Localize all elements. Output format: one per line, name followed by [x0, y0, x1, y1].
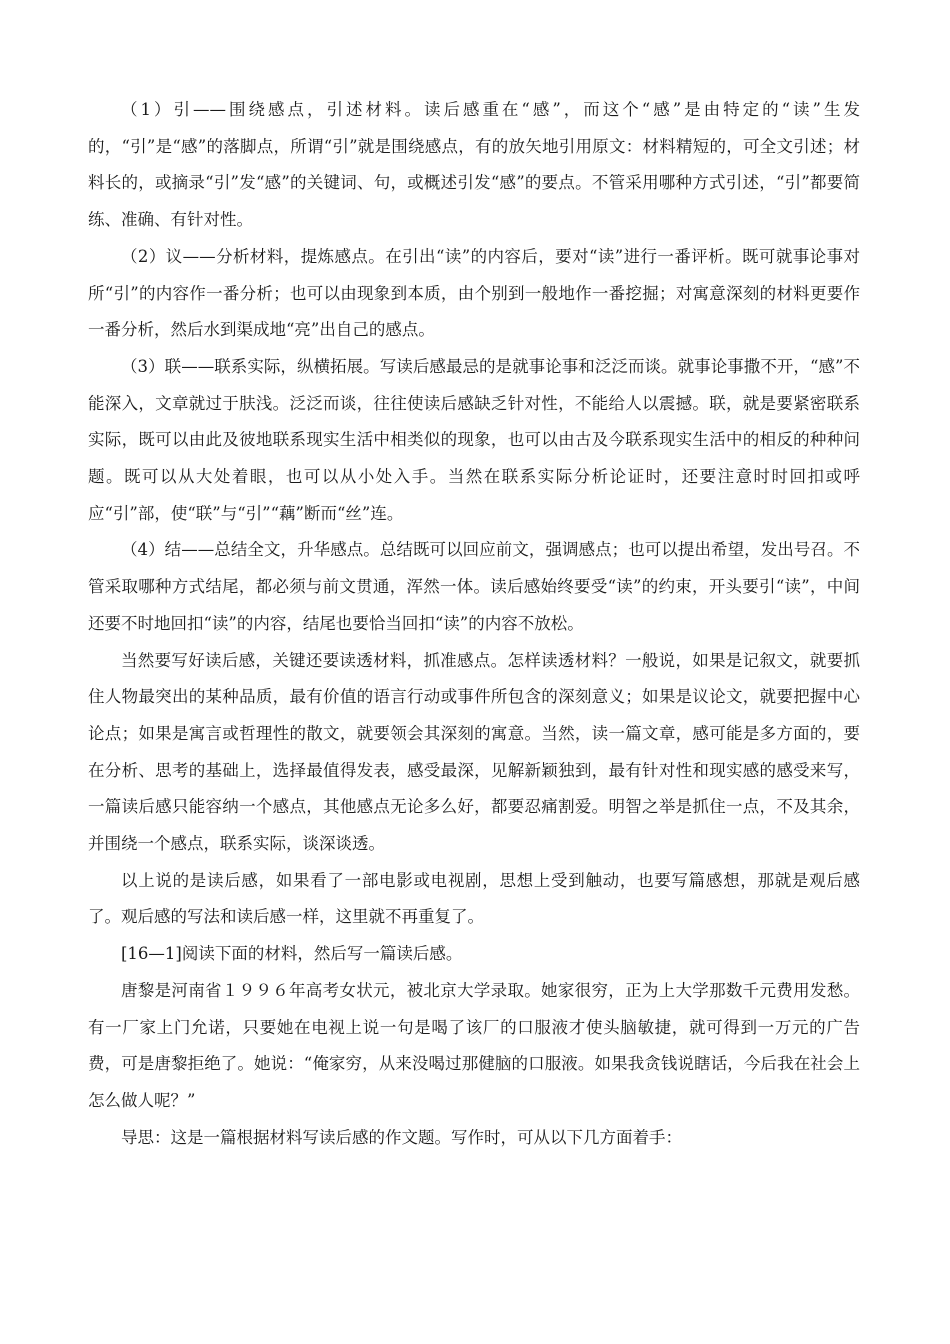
- guidance-paragraph: 导思：这是一篇根据材料写读后感的作文题。写作时，可从以下几方面着手：: [121, 1127, 682, 1147]
- paragraph-yi: （2）议——分析材料，提炼感点。在引出“读”的内容后，要对“读”进行一番评析。既可就事论事对所“引”的内容作一番分析；也可以由现象到本质，由个别到一般地作一番挖掘；对寓意深刻的材料更要作一番分析，然后水到渠成地“亮”出自己的感点。: [88, 246, 860, 340]
- paragraph-jie: （4）结——总结全文，升华感点。总结既可以回应前文，强调感点；也可以提出希望，发出号召。不管采取哪种方式结尾，都必须与前文贯通，浑然一体。读后感始终要受“读”的约束，开头要引“读”，中间还要不时地回扣“读”的内容，结尾也要恰当回扣“读”的内容不放松。: [88, 540, 860, 633]
- exercise-material: 唐黎是河南省１９９６年高考女状元，被北京大学录取。她家很穷，正为上大学那数千元费用发愁。有一厂家上门允诺，只要她在电视上说一句是喝了该厂的口服液才使头脑敏捷，就可得到一万元的广告费，可是唐黎拒绝了。她说：“俺家穷，从来没喝过那健脑的口服液。如果我贪钱说瞎话，今后我在社会上怎么做人呢？”: [88, 980, 860, 1110]
- paragraph-viewing-response: 以上说的是读后感，如果看了一部电影或电视剧，思想上受到触动，也要写篇感想，那就是观后感了。观后感的写法和读后感一样，这里就不再重复了。: [88, 870, 860, 927]
- paragraph-yin: （1）引——围绕感点，引述材料。读后感重在“感”，而这个“感”是由特定的“读”生发的，“引”是“感”的落脚点，所谓“引”就是围绕感点，有的放矢地引用原文：材料精短的，可全文引述；材料长的，或摘录“引”发“感”的关键词、句，或概述引发“感”的要点。不管采用哪种方式引述，“引”都要简练、准确、有针对性。: [88, 100, 860, 230]
- paragraph-reading-material: 当然要写好读后感，关键还要读透材料，抓准感点。怎样读透材料？一般说，如果是记叙文，就要抓住人物最突出的某种品质，最有价值的语言行动或事件所包含的深刻意义；如果是议论文，就要把握中心论点；如果是寓言或哲理性的散文，就要领会其深刻的寓意。当然，读一篇文章，感可能是多方面的，要在分析、思考的基础上，选择最值得发表，感受最深，见解新颖独到，最有针对性和现实感的感受来写，一篇读后感只能容纳一个感点，其他感点无论多么好，都要忍痛割爱。明智之举是抓住一点，不及其余，并围绕一个感点，联系实际，谈深谈透。: [88, 650, 860, 854]
- exercise-prompt: [16—1]阅读下面的材料，然后写一篇读后感。: [121, 944, 463, 964]
- document-body: [88, 92, 860, 1156]
- paragraph-lian: （3）联——联系实际，纵横拓展。写读后感最忌的是就事论事和泛泛而谈。就事论事撒不开，“感”不能深入，文章就过于肤浅。泛泛而谈，往往使读后感缺乏针对性，不能给人以震撼。联，就是要紧密联系实际，既可以由此及彼地联系现实生活中相类似的现象，也可以由古及今联系现实生活中的相反的种种问题。既可以从大处着眼，也可以从小处入手。当然在联系实际分析论证时，还要注意时时回扣或呼应“引”部，使“联”与“引”“藕”断而“丝”连。: [88, 356, 860, 523]
